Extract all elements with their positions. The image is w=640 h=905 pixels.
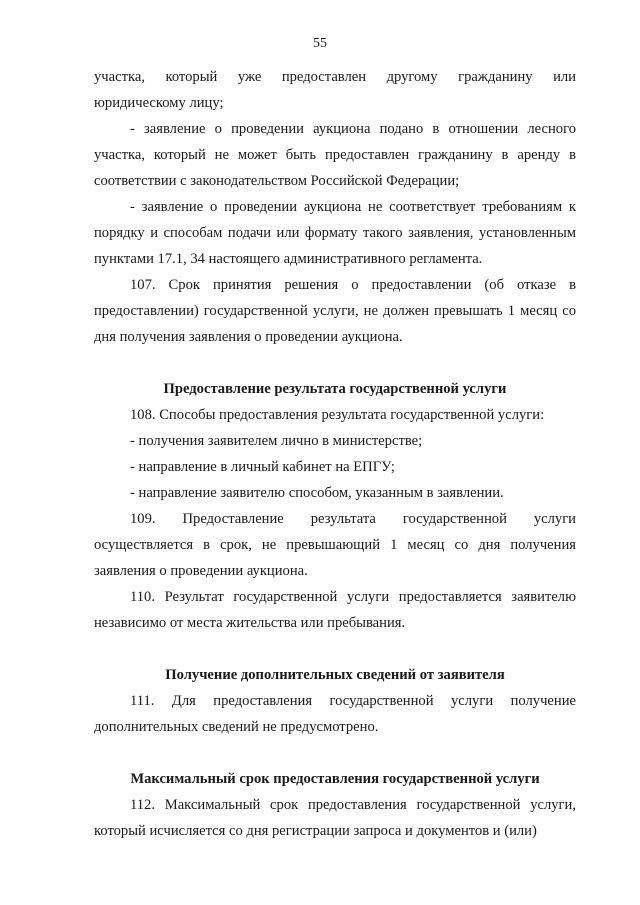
paragraph-109: 109. Предоставление результата государственной услуги осуществляется в срок, не превышающий 1 месяц со дня получения заявления о проведении аукциона. <box>94 511 576 579</box>
paragraph-107: 107. Срок принятия решения о предоставлении (об отказе в предоставлении) государственной услуги, не должен превышать 1 месяц со дня получения заявления о проведении аукциона. <box>94 277 576 345</box>
list-item-reason-2: - заявление о проведении аукциона не соответствует требованиям к порядку и способам подачи или формату такого заявления, установленным пунктами 17.1, 34 настоящего административного регламента. <box>94 199 576 267</box>
paragraph-112: 112. Максимальный срок предоставления государственной услуги, который исчисляется со дня регистрации запроса и документов и (или) <box>94 797 576 839</box>
list-item-method-2: - направление в личный кабинет на ЕПГУ; <box>130 459 395 475</box>
paragraph-continuation-end: юридическому лицу; <box>94 95 224 111</box>
section-heading-max-term: Максимальный срок предоставления государственной услуги <box>130 771 540 787</box>
paragraph-111: 111. Для предоставления государственной услуги получение дополнительных сведений не предусмотрено. <box>94 693 576 735</box>
list-item-method-3: - направление заявителю способом, указанным в заявлении. <box>130 485 504 501</box>
paragraph-108: 108. Способы предоставления результата государственной услуги: <box>130 407 545 423</box>
paragraph-110: 110. Результат государственной услуги предоставляется заявителю независимо от места жительства или пребывания. <box>94 589 576 631</box>
section-heading-additional-info: Получение дополнительных сведений от заявителя <box>165 667 505 683</box>
list-item-method-1: - получения заявителем лично в министерстве; <box>130 433 423 449</box>
section-heading-result: Предоставление результата государственной услуги <box>163 381 507 397</box>
paragraph-continuation: участка, который уже предоставлен другому гражданину или <box>94 69 576 85</box>
list-item-reason-1: - заявление о проведении аукциона подано в отношении лесного участка, который не может быть предоставлен гражданину в аренду в соответствии с законодательством Российской Федерации; <box>94 121 576 189</box>
page-content <box>94 64 576 844</box>
page-number: 55 <box>313 36 327 51</box>
